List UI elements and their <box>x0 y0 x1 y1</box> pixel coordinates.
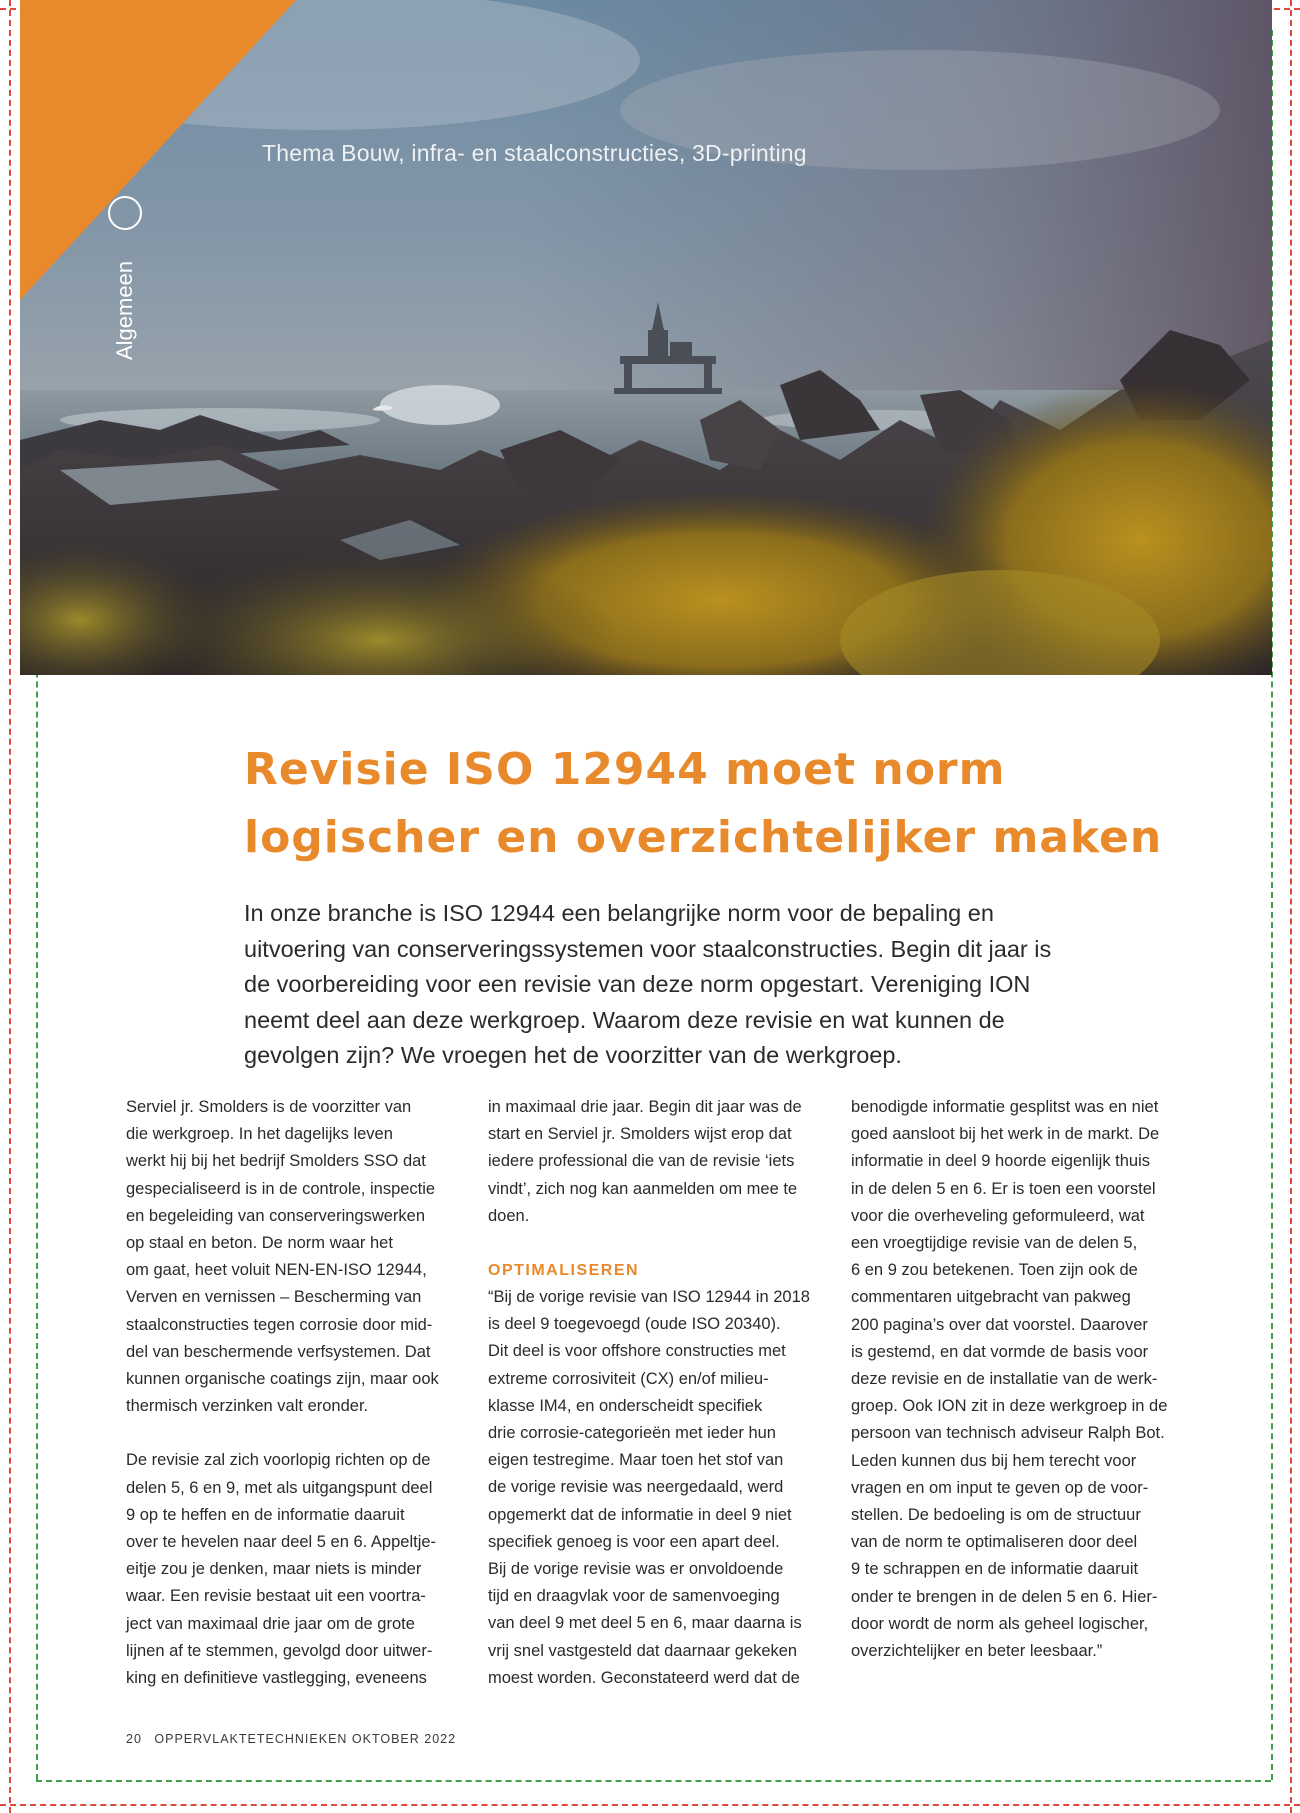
offshore-rig-photo <box>20 0 1272 675</box>
paragraph <box>126 1094 476 1420</box>
text-line: gespecialiseerd is in de controle, inspectie <box>126 1179 436 1198</box>
text-line: groep. Ook ION zit in deze werkgroep in de <box>851 1397 1168 1416</box>
text-line: 9 te schrappen en de informatie daaruit <box>851 1560 1139 1579</box>
text-line: goed aansloot bij het werk in de markt. De <box>851 1125 1160 1144</box>
headline-line: Revisie ISO 12944 moet norm <box>244 744 1006 795</box>
text-line: vrij snel vastgesteld dat daarnaar gekeken <box>488 1641 798 1660</box>
text-line: 9 op te heffen en de informatie daaruit <box>126 1505 405 1524</box>
article-intro <box>244 896 1144 1074</box>
text-line: commentaren uitgebracht van pakweg <box>851 1288 1131 1307</box>
body-column-1 <box>126 1094 476 1692</box>
text-line: eigen testregime. Maar toen het stof van <box>488 1451 784 1470</box>
text-line: opgemerkt dat de informatie in deel 9 niet <box>488 1505 792 1524</box>
article-headline <box>244 736 1194 872</box>
text-line: over te hevelen naar deel 5 en 6. Appeltje- <box>126 1533 437 1552</box>
text-line: werkt hij bij het bedrijf Smolders SSO dat <box>126 1152 426 1171</box>
text-line: de vorige revisie was neergedaald, werd <box>488 1478 784 1497</box>
text-line: eitje zou je denken, maar niets is minder <box>126 1560 422 1579</box>
text-line: voor die overheveling geformuleerd, wat <box>851 1206 1145 1225</box>
text-line: om gaat, heet voluit NEN-EN-ISO 12944, <box>126 1261 427 1280</box>
text-line: De revisie zal zich voorlopig richten op de <box>126 1451 431 1470</box>
text-line: Verven en vernissen – Bescherming van <box>126 1288 422 1307</box>
section-subheading: OPTIMALISEREN <box>488 1262 640 1280</box>
intro-line: de voorbereiding voor een revisie van deze norm opgestart. Vereniging ION <box>244 971 1031 997</box>
text-line: start en Serviel jr. Smolders wijst erop dat <box>488 1125 792 1144</box>
page-footer <box>126 1732 456 1746</box>
text-line: benodigde informatie gesplitst was en niet <box>851 1098 1159 1116</box>
bleed-line-bottom <box>36 1780 1271 1782</box>
section-label: Algemeen <box>112 260 137 360</box>
text-line: king en definitieve vastlegging, eveneens <box>126 1669 427 1688</box>
crop-line-right <box>1290 0 1292 1813</box>
text-line: 6 en 9 zou betekenen. Toen zijn ook de <box>851 1261 1138 1280</box>
text-line: in maximaal drie jaar. Begin dit jaar was de <box>488 1098 802 1116</box>
text-line: Dit deel is voor offshore constructies met <box>488 1342 786 1361</box>
text-line: “Bij de vorige revisie van ISO 12944 in 2018 <box>488 1288 810 1307</box>
text-line: stellen. De bedoeling is om de structuur <box>851 1506 1141 1525</box>
hero-photo <box>20 0 1272 675</box>
text-line: iedere professional die van de revisie ‘iets <box>488 1152 795 1171</box>
body-column-2 <box>488 1094 838 1692</box>
section-circle-icon <box>108 196 142 230</box>
body-column-3 <box>851 1094 1201 1665</box>
intro-line: In onze branche is ISO 12944 een belangrijke norm voor de bepaling en <box>244 900 994 926</box>
text-line: door wordt de norm als geheel logischer, <box>851 1614 1149 1633</box>
text-line: drie corrosie-categorieën met ieder hun <box>488 1424 776 1443</box>
text-line: vindt’, zich nog kan aanmelden om mee te <box>488 1179 798 1198</box>
text-line: in de delen 5 en 6. Er is toen een voorstel <box>851 1179 1156 1198</box>
text-line: del van beschermende verfsystemen. Dat <box>126 1342 431 1361</box>
text-line: Serviel jr. Smolders is de voorzitter van <box>126 1098 412 1116</box>
text-line: is deel 9 toegevoegd (oude ISO 20340). <box>488 1315 781 1334</box>
text-line: deze revisie en de installatie van de werk- <box>851 1370 1158 1389</box>
paragraph <box>488 1284 838 1692</box>
text-line: op staal en beton. De norm waar het <box>126 1234 393 1253</box>
text-line: extreme corrosiviteit (CX) en/of milieu- <box>488 1369 769 1388</box>
intro-line: neemt deel aan deze werkgroep. Waarom deze revisie en wat kunnen de <box>244 1006 1005 1033</box>
text-line: lijnen af te stemmen, gevolgd door uitwer- <box>126 1641 433 1660</box>
text-line: waar. Een revisie bestaat uit een voortra- <box>126 1587 426 1606</box>
text-line: ject van maximaal drie jaar om de grote <box>126 1614 415 1633</box>
text-line: van de norm te optimaliseren door deel <box>851 1533 1138 1552</box>
text-line: informatie in deel 9 hoorde eigenlijk thuis <box>851 1152 1151 1171</box>
text-line: Leden kunnen dus bij hem terecht voor <box>851 1451 1137 1470</box>
text-line: onder te brengen in de delen 5 en 6. Hier- <box>851 1587 1158 1606</box>
text-line: en begeleiding van conserveringswerken <box>126 1206 426 1225</box>
headline-line: logischer en overzichtelijker maken <box>244 812 1163 863</box>
intro-line: uitvoering van conserveringssystemen voor staalconstructies. Begin dit jaar is <box>244 935 1052 962</box>
text-line: is gestemd, en dat vormde de basis voor <box>851 1342 1149 1361</box>
hero-theme-caption: Thema Bouw, infra- en staalconstructies, 3D-printing <box>262 140 807 166</box>
text-line: thermisch verzinken valt eronder. <box>126 1397 369 1416</box>
page-number: 20 <box>126 1732 142 1746</box>
text-line: persoon van technisch adviseur Ralph Bot. <box>851 1424 1165 1443</box>
crop-line-bottom <box>0 1804 1300 1806</box>
text-line: staalconstructies tegen corrosie door mid- <box>126 1315 433 1334</box>
text-line: die werkgroep. In het dagelijks leven <box>126 1125 393 1144</box>
paragraph <box>488 1094 838 1230</box>
crop-line-left <box>9 0 11 1813</box>
text-line: overzichtelijker en beter leesbaar.” <box>851 1642 1103 1661</box>
publication-name: OPPERVLAKTETECHNIEKEN OKTOBER 2022 <box>154 1732 457 1746</box>
text-line: delen 5, 6 en 9, met als uitgangspunt deel <box>126 1478 433 1497</box>
text-line: Bij de vorige revisie was er onvoldoende <box>488 1560 784 1579</box>
text-line: tijd en draagvlak voor de samenvoeging <box>488 1587 780 1606</box>
text-line: vragen en om input te geven op de voor- <box>851 1478 1149 1497</box>
text-line: doen. <box>488 1206 530 1225</box>
text-line: een vroegtijdige revisie van de delen 5, <box>851 1234 1138 1253</box>
text-line: klasse IM4, en onderscheidt specifiek <box>488 1396 763 1415</box>
text-line: van deel 9 met deel 5 en 6, maar daarna is <box>488 1614 802 1633</box>
paragraph <box>851 1094 1201 1665</box>
text-line: specifiek genoeg is voor een apart deel. <box>488 1532 780 1551</box>
text-line: kunnen organische coatings zijn, maar ook <box>126 1370 439 1389</box>
text-line: 200 pagina’s over dat voorstel. Daarover <box>851 1315 1148 1334</box>
intro-line: gevolgen zijn? We vroegen het de voorzitter van de werkgroep. <box>244 1042 902 1068</box>
text-line: moest worden. Geconstateerd werd dat de <box>488 1668 800 1687</box>
paragraph <box>126 1447 476 1692</box>
